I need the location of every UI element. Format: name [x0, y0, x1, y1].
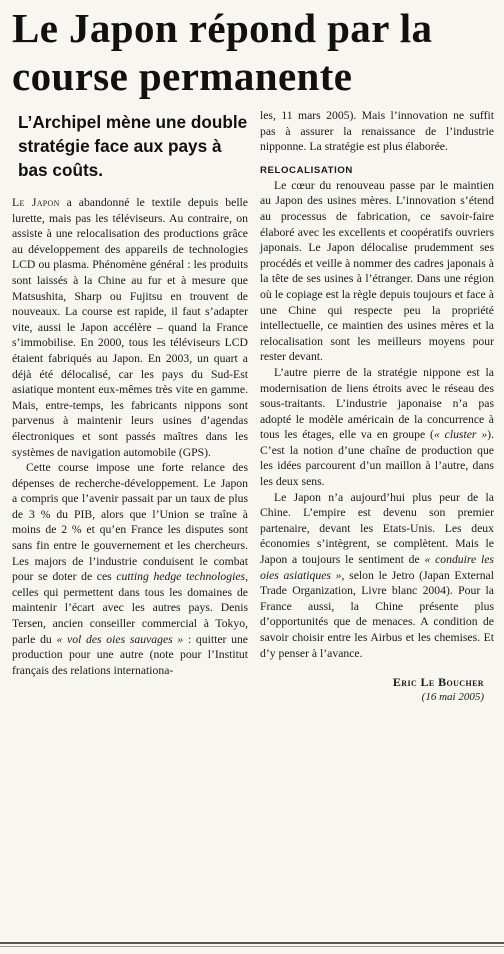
paragraph-2-text-a: Cette course impose une forte relance des dépenses de recherche-développement. Le Japon a compris que l’avenir passait par un taux de plus de 3 % du PIB, alors que l’Union se traîne à moins de 2 % et qu’en France les disputes sont sans fin entre le gouvernement et les chercheurs. Les majors de l’industrie conduisent le combat pour se doter de ces — [12, 461, 248, 584]
bottom-rule — [0, 942, 504, 944]
paragraph-3: Le cœur du renouveau passe par le maintien au Japon des usines mères. L’innovation s’étend au processus de fabrication, ce savoir-faire élaboré avec les excellents et coopératifs ouvriers japonais. Le Japon délocalise prudemment ses procédés et veille à nommer des cadres japonais à la tête de ses usines à l’étranger. Dans une région où le copiage est la règle depuis toujours et face à une Chine qui respecte peu la propriété intellectuelle, ce maintien des usines mères et la relocalisation sont les meilleurs moyens pour rester devant. — [260, 178, 494, 364]
paragraph-2-continued: les, 11 mars 2005). Mais l’innovation ne suffit pas à assurer la renaissance de l’industrie nipponne. La stratégie est plus élaborée. — [260, 109, 494, 154]
right-column — [260, 108, 494, 704]
paragraph-4-text-b: ). C’est la notion d’une chaîne de production que les idées parcourent d’un maillon à l’autre, dans les deux sens. — [260, 428, 494, 489]
paragraph-2-emphasis-2: « vol des oies sauvages » — [56, 632, 184, 646]
author-signature: Eric Le Boucher — [392, 675, 484, 690]
lead-words: Le Japon — [12, 196, 60, 209]
paragraph-5-text-b: , selon le Jetro (Japan External Trade Organization, Livre blanc 2004). Pour la France aussi, la Chine présente plus d’opportunités que de menaces. A condition de savoir choisir entre les Airbus et les chemises. Et d’y penser à l’avance. — [260, 568, 494, 660]
paragraph-5 — [260, 490, 494, 662]
paragraph-2-emphasis-1: cutting hedge technologies — [116, 570, 246, 584]
left-column — [12, 110, 248, 678]
publication-date: (16 mai 2005) — [421, 691, 484, 704]
paragraph-2-text-c: : quitter une production pour une autre (note pour l’Institut français des relations internationa- — [12, 632, 248, 677]
paragraph-1-text: a abandonné le textile depuis belle lurette, mais pas les téléviseurs. Au contraire, on assiste à une relocalisation des productions grâce au développement des appareils de technologies LCD ou plasma. Phénomène général : les produits sont laissés à la Chine au fur et à mesure que Matsushita, Sharp ou Fujitsu en trouvent de nouveaux. La course est rapide, il faut s’adapter vite, aussi le Japon accélère – quand la France s’immobilise. En 2000, tous les téléviseurs LCD étaient fabriqués au Japon. En 2003, un quart a déjà été délocalisé, car les pays du Sud-Est asiatique montent eux-mêmes très vite en gamme. Mais, entre-temps, les fabricants nippons sont parvenus à maintenir leurs usines d’agendas électroniques et sont passés maîtres dans les systèmes de navigation automobile (GPS). — [12, 196, 248, 459]
article-headline: Le Japon répond par la course permanente — [12, 5, 433, 99]
paragraph-2-text-b: , celles qui permettent dans tous les domaines de maintenir l’écart avec les autres pays. Denis Tersen, ancien conseiller commercial à Tokyo, parle du — [12, 570, 248, 646]
paragraph-4 — [260, 365, 494, 490]
paragraph-4-emphasis: « cluster » — [433, 428, 488, 442]
paragraph-5-emphasis: « conduire les oies asiatiques » — [260, 553, 494, 582]
bottom-rule-thin — [0, 946, 504, 947]
section-heading: RELOCALISATION — [260, 164, 353, 176]
article-subhead: L’Archipel mène une double stratégie face aux pays à bas coûts. — [18, 112, 248, 180]
paragraph-1 — [12, 195, 248, 460]
paragraph-4-text-a: L’autre pierre de la stratégie nippone est la modernisation de liens étroits avec le réseau des sous-traitants. L’industrie japonaise n’a pas adopté le modèle américain de la concurrence à tous les étages, elle va en groupe ( — [260, 365, 494, 442]
paragraph-5-text-a: Le Japon n’a aujourd’hui plus peur de la Chine. L’empire est devenu son premier partenaire, devant les Etats-Unis. Les deux économies s’intègrent, se complètent. Mais le Japon a toujours le sentiment de — [260, 490, 494, 567]
paragraph-2 — [12, 460, 248, 678]
